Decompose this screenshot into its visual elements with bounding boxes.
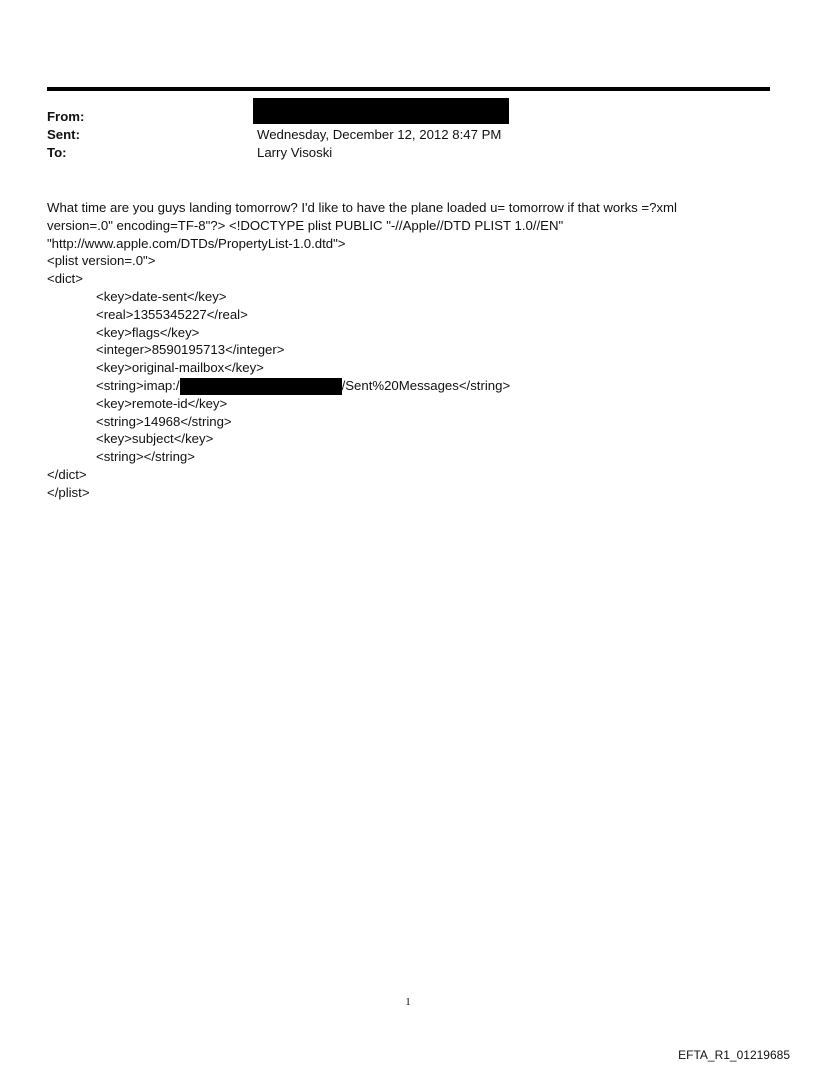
dict-line: <string>14968</string> bbox=[96, 413, 232, 429]
dict-line: <key>original-mailbox</key> bbox=[96, 360, 264, 376]
redaction-block-sender bbox=[253, 98, 509, 124]
body-line: What time are you guys landing tomorrow? I'd like to have the plane loaded u= tomorrow if that works =?xml bbox=[47, 200, 677, 215]
page-number: 1 bbox=[405, 996, 411, 1008]
dict-line: <key>date-sent</key> bbox=[96, 288, 227, 304]
from-row bbox=[47, 108, 770, 126]
from-label: From: bbox=[47, 109, 85, 124]
bates-number: EFTA_R1_01219685 bbox=[678, 1048, 790, 1062]
to-value: Larry Visoski bbox=[257, 145, 333, 160]
sent-label: Sent: bbox=[47, 127, 80, 142]
redaction-block-mailbox bbox=[180, 378, 342, 395]
imap-prefix: <string>imap:/ bbox=[96, 377, 180, 393]
body-line: version=.0" encoding=TF-8"?> <!DOCTYPE plist PUBLIC "-//Apple//DTD PLIST 1.0//EN" bbox=[47, 217, 564, 233]
sent-value: Wednesday, December 12, 2012 8:47 PM bbox=[257, 127, 502, 142]
dict-line: <string></string> bbox=[96, 449, 195, 465]
dict-line: <integer>8590195713</integer> bbox=[96, 342, 285, 358]
sent-row bbox=[47, 126, 770, 144]
body-line: "http://www.apple.com/DTDs/PropertyList-1.0.dtd"> bbox=[47, 235, 346, 251]
imap-suffix: /Sent%20Messages</string> bbox=[341, 377, 511, 393]
to-label: To: bbox=[47, 145, 67, 160]
dict-line: <key>remote-id</key> bbox=[96, 395, 228, 411]
header-rule bbox=[47, 87, 770, 91]
body-line: <plist version=.0"> bbox=[47, 253, 156, 269]
closing-line: </dict> bbox=[47, 466, 87, 482]
closing-line: </plist> bbox=[47, 484, 90, 500]
dict-line: <key>subject</key> bbox=[96, 431, 214, 447]
email-header bbox=[47, 108, 770, 162]
email-body bbox=[47, 199, 777, 502]
body-line: <dict> bbox=[47, 271, 83, 287]
to-row bbox=[47, 144, 770, 162]
dict-line: <key>flags</key> bbox=[96, 324, 200, 340]
dict-line: <real>1355345227</real> bbox=[96, 306, 248, 322]
imap-line bbox=[47, 377, 777, 395]
